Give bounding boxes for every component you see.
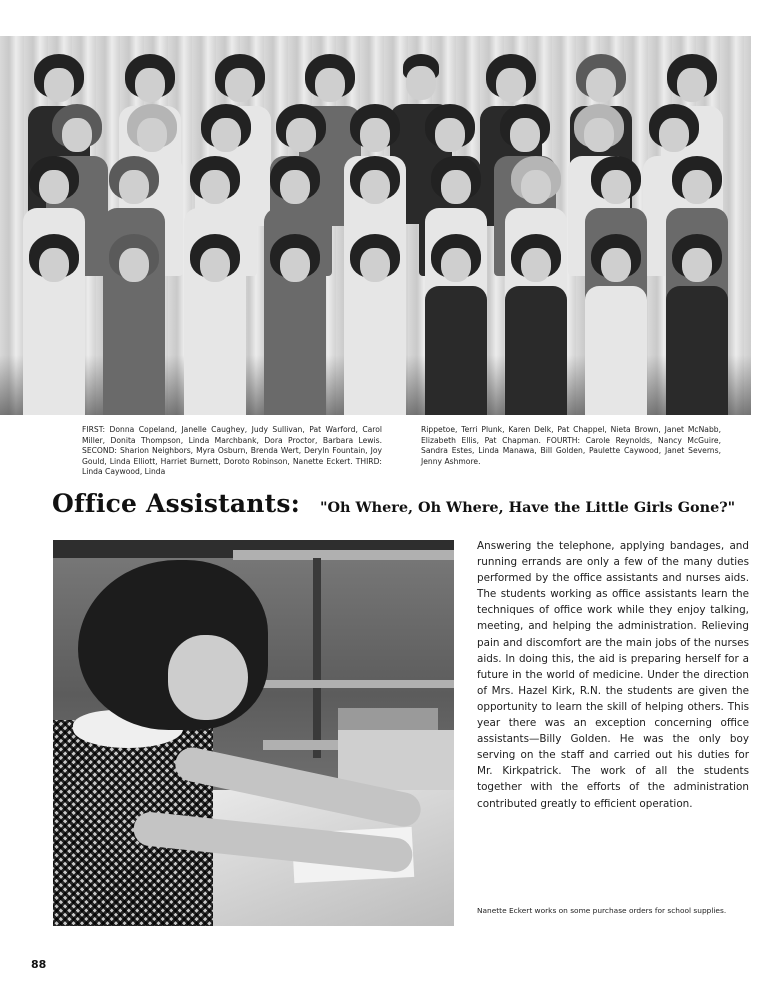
person-figure xyxy=(180,234,250,415)
section-title: Office Assistants: xyxy=(52,489,301,518)
person-figure xyxy=(662,234,732,415)
office-photo-caption: Nanette Eckert works on some purchase orders for school supplies. xyxy=(477,906,727,915)
photo-shelf xyxy=(263,680,454,688)
page-number: 88 xyxy=(31,958,47,971)
person-figure xyxy=(421,234,491,415)
person-figure xyxy=(19,234,89,415)
photo-hair xyxy=(78,560,268,730)
group-photo xyxy=(0,36,751,415)
photo-shelf xyxy=(233,550,454,560)
article-body: Answering the telephone, applying bandages, and running errands are only a few of the many duties performed by the office assistants and nurses aids. The students working as office assistants learn the techniques of office work while they enjoy talking, meeting, and helping the administration. Relieving pain and discomfort are the main jobs of the nurses aids. In doing this, the aid is preparing herself for a future in the world of medicine. Under the direction of Mrs. Hazel Kirk, R.N. the students are given the opportunity to learn the skill of helping others. This year there was an exception concerning office assistants—Billy Golden. He was the only boy serving on the staff and carried out his duties for Mr. Kirkpatrick. The work of all the students together with the efforts of the administration contributed greatly to efficient operation. xyxy=(477,540,749,810)
person-figure xyxy=(581,234,651,415)
office-photo xyxy=(53,540,454,926)
person-figure xyxy=(340,234,410,415)
photo-row-front xyxy=(14,234,737,415)
group-photo-caption-right: Rippetoe, Terri Plunk, Karen Delk, Pat Chappel, Nieta Brown, Janet McNabb, Elizabeth Ellis, Pat Chapman. FOURTH: Carole Reynolds, Nancy McGuire, Sandra Estes, Linda Manawa, Bill Golden, Paulette Caywood, Janet Severns, Jenny Ashmore. xyxy=(421,425,721,466)
person-figure xyxy=(99,234,169,415)
photo-face xyxy=(168,635,248,720)
person-figure xyxy=(501,234,571,415)
person-figure xyxy=(260,234,330,415)
photo-shelf xyxy=(313,558,321,758)
group-photo-caption-left: FIRST: Donna Copeland, Janelle Caughey, Judy Sullivan, Pat Warford, Carol Miller, Donita Thompson, Linda Marchbank, Dora Proctor, Barbara Lewis. SECOND: Sharion Neighbors, Myra Osburn, Brenda Wert, Deryln Fountain, Joy Gould, Linda Elliott, Harriet Burnett, Doroto Robinson, Nanette Eckert. THIRD: Linda Caywood, Linda xyxy=(82,425,382,477)
section-subtitle: "Oh Where, Oh Where, Have the Little Girls Gone?" xyxy=(320,499,736,516)
